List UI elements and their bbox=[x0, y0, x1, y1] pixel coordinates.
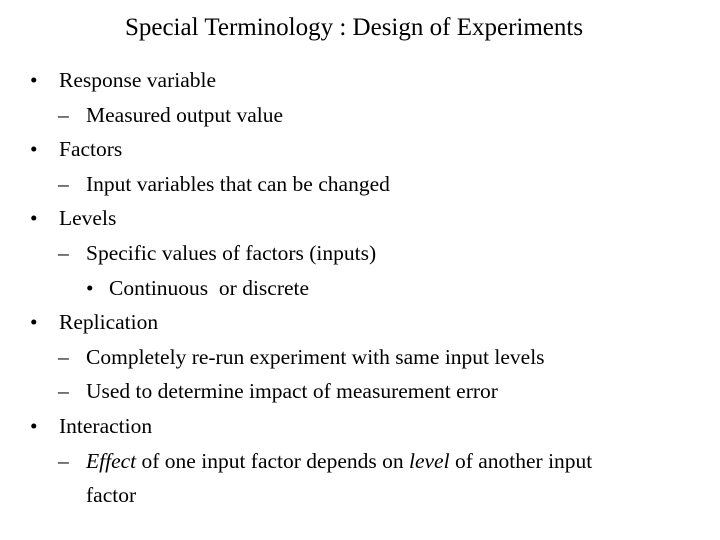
bullet-item-interaction bbox=[30, 409, 710, 444]
dash-marker: – bbox=[58, 240, 69, 265]
bullet-label: Factors bbox=[59, 137, 123, 162]
dash-marker: – bbox=[58, 448, 69, 473]
sub-item bbox=[30, 98, 710, 133]
bullet-item-factors bbox=[30, 132, 710, 167]
bullet-label: Response variable bbox=[59, 68, 217, 92]
sub-sub-item-text: Continuous or discrete bbox=[109, 275, 310, 300]
bullet-list bbox=[30, 63, 710, 513]
italic-term-level: level bbox=[409, 448, 450, 473]
bullet-marker: • bbox=[30, 413, 38, 438]
sub-item-text: factor bbox=[86, 483, 137, 508]
sub-item bbox=[30, 444, 710, 479]
bullet-marker: • bbox=[30, 68, 38, 92]
sub-item bbox=[30, 167, 710, 202]
sub-item-text: Measured output value bbox=[86, 102, 284, 127]
bullet-item-replication bbox=[30, 305, 710, 340]
dash-marker: – bbox=[58, 379, 69, 404]
slide-title: Special Terminology : Design of Experiments bbox=[124, 14, 584, 41]
sub-item-text: of another input bbox=[449, 448, 593, 473]
sub-item bbox=[30, 340, 710, 375]
sub-item-text: Specific values of factors (inputs) bbox=[86, 240, 377, 265]
dash-marker: – bbox=[58, 344, 69, 369]
bullet-item-response-variable bbox=[30, 63, 710, 98]
sub-item-text: of one input factor depends on bbox=[136, 448, 409, 473]
bullet-marker: • bbox=[86, 275, 94, 300]
sub-item-text: Input variables that can be changed bbox=[86, 171, 390, 196]
sub-sub-item bbox=[30, 271, 710, 306]
bullet-label: Levels bbox=[59, 206, 117, 231]
bullet-marker: • bbox=[30, 310, 38, 335]
bullet-marker: • bbox=[30, 137, 38, 162]
bullet-label: Replication bbox=[59, 310, 159, 335]
sub-item bbox=[30, 374, 710, 409]
sub-item-text: Used to determine impact of measurement error bbox=[86, 379, 498, 404]
dash-marker: – bbox=[58, 171, 69, 196]
italic-term-effect: Effect bbox=[86, 448, 137, 473]
sub-item-text: Completely re-run experiment with same input levels bbox=[86, 344, 545, 369]
bullet-marker: • bbox=[30, 206, 38, 231]
bullet-label: Interaction bbox=[59, 413, 153, 438]
dash-marker: – bbox=[58, 102, 69, 127]
sub-item bbox=[30, 236, 710, 271]
sub-item-continuation bbox=[30, 478, 710, 513]
bullet-item-levels bbox=[30, 201, 710, 236]
